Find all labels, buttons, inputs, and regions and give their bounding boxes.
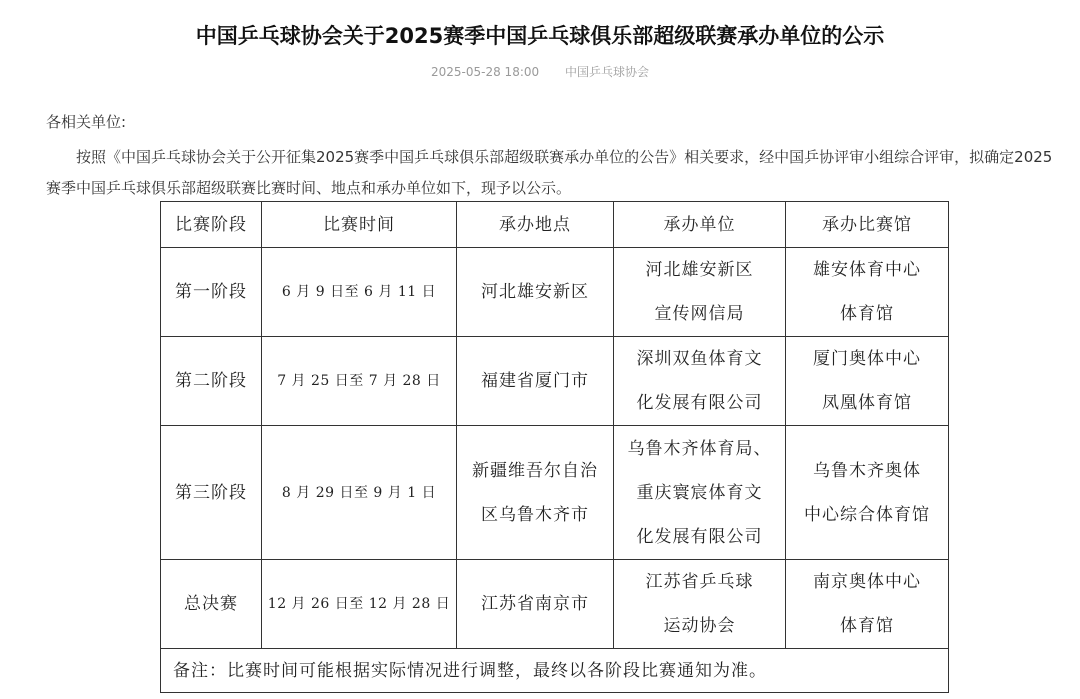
organizer-line: 江苏省乒乓球: [645, 572, 754, 592]
publish-date: 2025-05-28 18:00: [431, 65, 540, 79]
stage-cell: 第一阶段: [161, 248, 262, 337]
organizer-line: 乌鲁木齐体育局、: [627, 438, 772, 459]
article-title: 中国乒乓球协会关于2025赛季中国乒乓球俱乐部超级联赛承办单位的公示: [195, 24, 885, 48]
venue-cell: [786, 248, 949, 337]
location-cell: [457, 248, 614, 337]
venue-line: 中心综合体育馆: [804, 504, 930, 525]
time-cell: 7 月 25 日至 7 月 28 日: [262, 337, 457, 426]
header-time: 比赛时间: [262, 202, 457, 248]
organizer-line: 化发展有限公司: [636, 526, 763, 547]
header-location: 承办地点: [457, 202, 614, 248]
organizer-line: 河北雄安新区: [645, 260, 754, 280]
venue-line: 南京奥体中心: [813, 572, 921, 592]
publish-source: 中国乒乓球协会: [564, 65, 649, 79]
organizer-line: 化发展有限公司: [636, 393, 763, 413]
venue-line: 体育馆: [840, 304, 894, 324]
location-line: 江苏省南京市: [481, 594, 589, 614]
table-header-row: [161, 202, 949, 248]
table-row: [161, 426, 949, 560]
location-cell: [457, 426, 614, 560]
table-note-row: [161, 649, 949, 693]
organizer-line: 深圳双鱼体育文: [636, 349, 763, 369]
table-row: [161, 337, 949, 426]
schedule-table: [160, 201, 949, 693]
location-line: 区乌鲁木齐市: [481, 504, 589, 525]
organizer-line: 宣传网信局: [654, 304, 745, 324]
table-row: [161, 248, 949, 337]
venue-line: 体育馆: [840, 616, 894, 636]
stage-cell: 第二阶段: [161, 337, 262, 426]
location-cell: [457, 560, 614, 649]
venue-cell: [786, 560, 949, 649]
table-row: [161, 560, 949, 649]
header-organizer: 承办单位: [614, 202, 786, 248]
location-line: 河北雄安新区: [481, 282, 589, 302]
organizer-cell: [614, 560, 786, 649]
time-cell: 6 月 9 日至 6 月 11 日: [262, 248, 457, 337]
organizer-cell: [614, 426, 786, 560]
venue-line: 乌鲁木齐奥体: [813, 460, 921, 481]
organizer-cell: [614, 248, 786, 337]
stage-cell: 总决赛: [161, 560, 262, 649]
organizer-line: 重庆寰宸体育文: [636, 482, 763, 503]
organizer-cell: [614, 337, 786, 426]
time-cell: 8 月 29 日至 9 月 1 日: [262, 426, 457, 560]
time-cell: 12 月 26 日至 12 月 28 日: [262, 560, 457, 649]
salutation: 各相关单位:: [46, 113, 127, 131]
venue-line: 雄安体育中心: [813, 260, 921, 280]
venue-line: 厦门奥体中心: [813, 349, 921, 369]
article-meta: [0, 63, 1080, 80]
venue-cell: [786, 426, 949, 560]
location-line: 福建省厦门市: [481, 371, 589, 391]
venue-line: 凤凰体育馆: [822, 393, 912, 413]
organizer-line: 运动协会: [663, 616, 736, 636]
stage-cell: 第三阶段: [161, 426, 262, 560]
venue-cell: [786, 337, 949, 426]
location-line: 新疆维吾尔自治: [472, 460, 598, 481]
table-note: 备注：比赛时间可能根据实际情况进行调整，最终以各阶段比赛通知为准。: [161, 649, 949, 693]
header-venue: 承办比赛馆: [786, 202, 949, 248]
location-cell: [457, 337, 614, 426]
body-paragraph: 按照《中国乒乓球协会关于公开征集2025赛季中国乒乓球俱乐部超级联赛承办单位的公告》相关要求，经中国乒协评审小组综合评审，拟确定2025赛季中国乒乓球俱乐部超级联赛比赛时间、地点和承办单位如下，现予以公示。: [46, 148, 1053, 197]
header-stage: 比赛阶段: [161, 202, 262, 248]
